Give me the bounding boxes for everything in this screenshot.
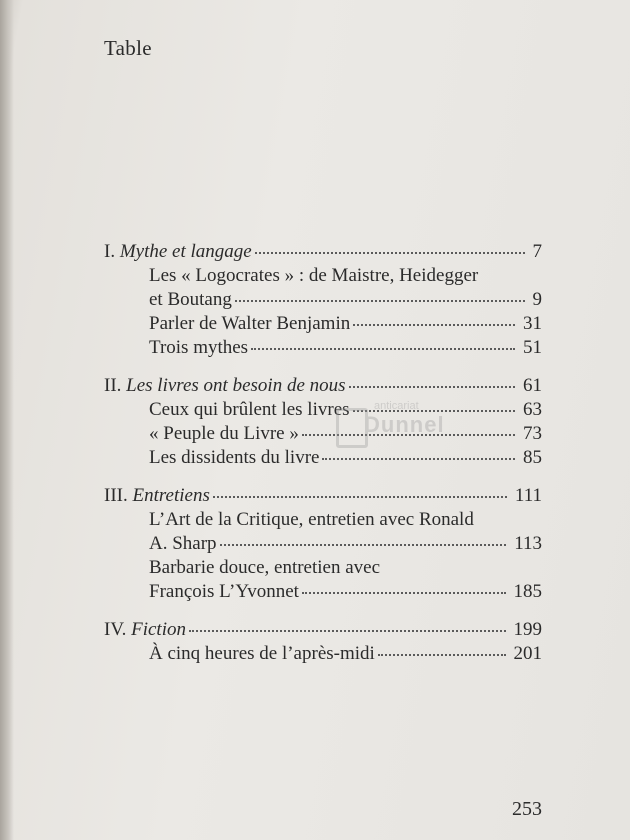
- toc-part-numeral: IV.: [104, 619, 127, 640]
- toc-entry-line: L’Art de la Critique, entretien avec Ronald: [149, 509, 474, 530]
- toc-page-number: 85: [523, 447, 542, 468]
- toc-part-title: Mythe et langage: [119, 241, 252, 262]
- book-spine-shadow: [0, 0, 14, 840]
- toc-page-number: 61: [523, 375, 542, 396]
- toc-entry-title: Parler de Walter Benjamin: [149, 313, 351, 334]
- toc-entry: [149, 579, 542, 605]
- toc-entry: [149, 311, 542, 337]
- toc-part-title: Entretiens: [132, 485, 210, 506]
- toc-part-label: [104, 239, 252, 265]
- toc-entry-title: et Boutang: [149, 289, 232, 310]
- toc-part-2: [104, 373, 542, 399]
- toc-part-numeral: II.: [104, 375, 122, 396]
- page-number: 253: [512, 798, 542, 820]
- toc-entry: [149, 641, 542, 667]
- toc-entry: [149, 287, 542, 313]
- toc-part-title: Les livres ont besoin de nous: [126, 375, 346, 396]
- toc-part-label: [104, 617, 186, 643]
- toc-entry-title: À cinq heures de l’après-midi: [149, 643, 375, 664]
- toc-part-label: [104, 373, 346, 399]
- leader-dots: [251, 340, 515, 350]
- toc-page-number: 185: [513, 581, 542, 602]
- toc-page-number: 63: [523, 399, 542, 420]
- toc-page-number: 199: [513, 619, 542, 640]
- leader-dots: [220, 536, 507, 546]
- toc-part-1: [104, 239, 542, 265]
- toc-page-number: 111: [514, 485, 542, 506]
- toc-page-number: 201: [513, 643, 542, 664]
- leader-dots: [349, 378, 515, 388]
- leader-dots: [235, 292, 525, 302]
- toc-part-title: Fiction: [131, 619, 186, 640]
- toc-part-numeral: I.: [104, 241, 116, 262]
- toc-page-number: 7: [532, 241, 542, 262]
- leader-dots: [353, 316, 515, 326]
- toc-page-number: 73: [523, 423, 542, 444]
- toc-entry-title: Ceux qui brûlent les livres: [149, 399, 350, 420]
- leader-dots: [378, 646, 506, 656]
- toc-entry-title: « Peuple du Livre »: [149, 423, 299, 444]
- watermark-logo: [336, 400, 446, 460]
- page-title: Table: [104, 36, 152, 60]
- toc-entry: [149, 531, 542, 557]
- toc-part-label: [104, 483, 210, 509]
- toc-entry-title: A. Sharp: [149, 533, 217, 554]
- toc-part-numeral: III.: [104, 485, 128, 506]
- toc-page-number: 9: [532, 289, 542, 310]
- leader-dots: [302, 584, 506, 594]
- leader-dots: [255, 244, 525, 254]
- leader-dots: [189, 622, 506, 632]
- toc-part-4: [104, 617, 542, 643]
- toc-page-number: 31: [523, 313, 542, 334]
- toc-entry-title: François L’Yvonnet: [149, 581, 299, 602]
- watermark-big-text: Dunnel: [364, 412, 445, 437]
- toc-page-number: 113: [514, 533, 542, 554]
- watermark-small-text: anticariat: [374, 400, 419, 412]
- toc-part-3: [104, 483, 542, 509]
- toc-page-number: 51: [523, 337, 542, 358]
- toc-entry: [149, 335, 542, 361]
- toc-entry-title: Les dissidents du livre: [149, 447, 320, 468]
- toc-entry-title: Trois mythes: [149, 337, 249, 358]
- toc-entry-line: Barbarie douce, entretien avec: [149, 557, 381, 578]
- toc-entry-line: Les « Logocrates » : de Maistre, Heidegger: [149, 265, 479, 286]
- leader-dots: [213, 488, 507, 498]
